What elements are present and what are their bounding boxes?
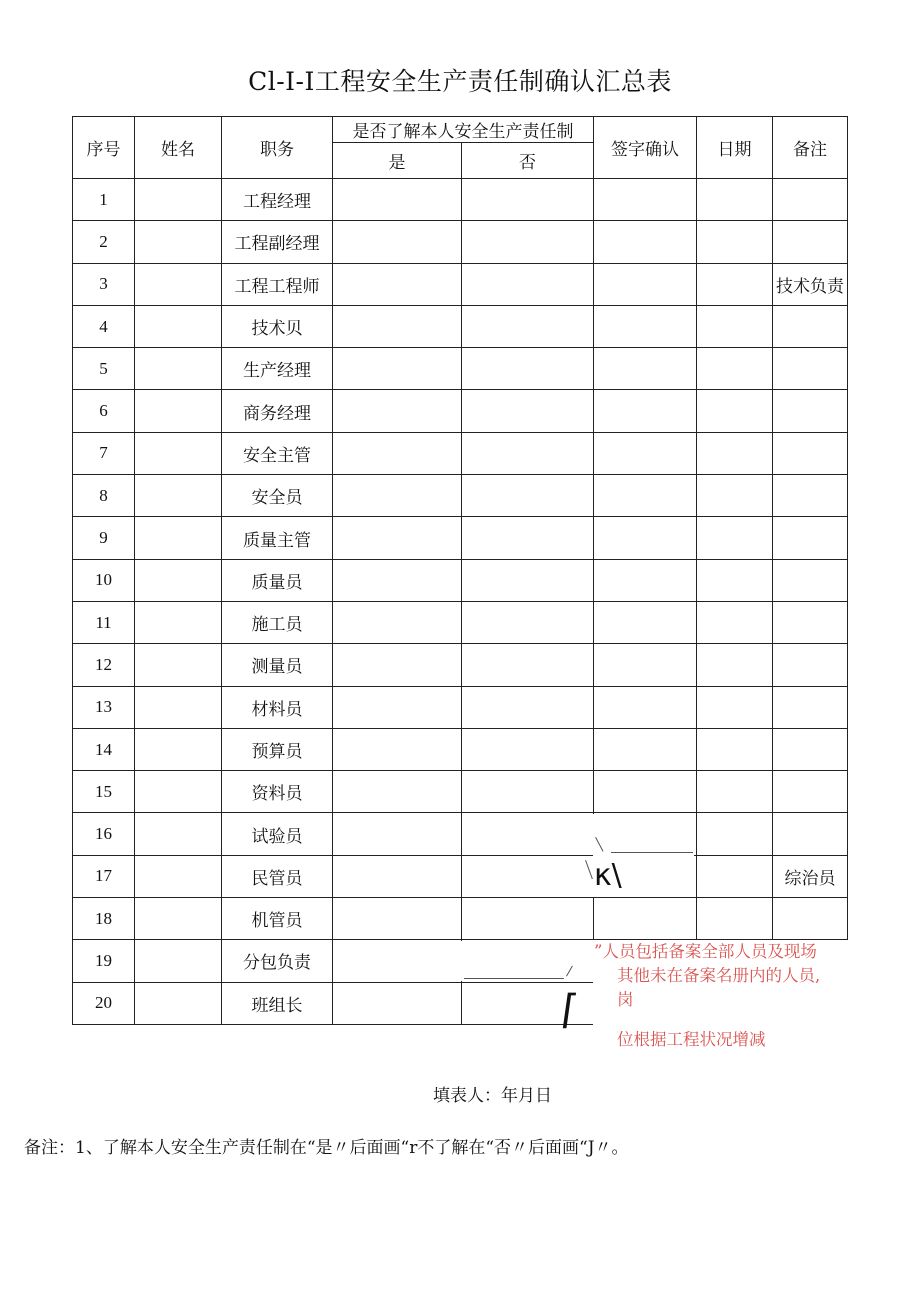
row-yes-cell [333,644,462,686]
red-note-line3: 岗 [617,990,634,1009]
row-no-cell [462,475,594,517]
table-row [73,601,848,643]
table-row [73,813,848,855]
row-yes-cell [333,898,462,940]
table-row [73,559,848,601]
row-remark [773,771,848,813]
row-date-cell [697,179,773,221]
row-remark [773,813,848,855]
missing-border-wipe-19-no [461,941,592,981]
row-name-cell [135,221,222,263]
k-mark: κ\ [594,858,622,893]
row-date-cell [697,517,773,559]
red-note-line4: 位根据工程状况增减 [617,1030,766,1049]
row-remark [773,644,848,686]
stroke-line-16 [611,852,693,853]
row-date-cell [697,432,773,474]
red-note-line2: 其他未在备案名册内的人员, [617,966,821,985]
row-remark [773,728,848,770]
row-seq: 16 [73,813,135,855]
row-seq: 13 [73,686,135,728]
row-no-cell [462,517,594,559]
row-no-cell [462,432,594,474]
row-yes-cell [333,517,462,559]
table-row [73,475,848,517]
row-yes-cell [333,305,462,347]
row-seq: 7 [73,432,135,474]
row-name-cell [135,898,222,940]
row-seq: 10 [73,559,135,601]
row-name-cell [135,263,222,305]
row-remark [773,305,848,347]
row-date-cell [697,855,773,897]
table-row [73,390,848,432]
row-name-cell [135,390,222,432]
row-name-cell [135,517,222,559]
header-understand-group: 是否了解本人安全生产责任制 [333,117,594,143]
header-name: 姓名 [135,117,222,179]
row-remark [773,898,848,940]
row-position: 安全主管 [222,432,333,474]
row-signature-cell [594,475,697,517]
row-date-cell [697,559,773,601]
table-row [73,263,848,305]
row-seq: 6 [73,390,135,432]
row-position: 施工员 [222,601,333,643]
row-no-cell [462,348,594,390]
row-name-cell [135,644,222,686]
row-name-cell [135,179,222,221]
row-no-cell [462,390,594,432]
row-name-cell [135,855,222,897]
row-yes-cell [333,982,462,1024]
row-name-cell [135,771,222,813]
row-date-cell [697,813,773,855]
row-name-cell [135,940,222,982]
table-row [73,179,848,221]
row-remark [773,517,848,559]
row-date-cell [697,601,773,643]
form-filler-line: 填表人：年月日 [433,1086,552,1106]
row-remark [773,221,848,263]
row-signature-cell [594,179,697,221]
header-seq: 序号 [73,117,135,179]
row-position: 工程副经理 [222,221,333,263]
row-remark [773,432,848,474]
row-date-cell [697,305,773,347]
header-row-top [73,117,848,143]
header-signature: 签字确认 [594,117,697,179]
row-name-cell [135,601,222,643]
table-row [73,898,848,940]
row-date-cell [697,475,773,517]
row-position: 测量员 [222,644,333,686]
row-signature-cell [594,898,697,940]
row-date-cell [697,771,773,813]
row-no-cell [462,305,594,347]
row-seq: 14 [73,728,135,770]
row-seq: 20 [73,982,135,1024]
row-date-cell [697,390,773,432]
row-signature-cell [594,728,697,770]
row-name-cell [135,982,222,1024]
row-remark [773,390,848,432]
row-yes-cell [333,686,462,728]
header-no: 否 [462,143,594,179]
row-seq: 3 [73,263,135,305]
row-date-cell [697,221,773,263]
row-signature-cell [594,263,697,305]
table-row [73,348,848,390]
row-yes-cell [333,263,462,305]
row-seq: 9 [73,517,135,559]
table-row [73,432,848,474]
row-seq: 11 [73,601,135,643]
row-seq: 2 [73,221,135,263]
row-yes-cell [333,601,462,643]
row-no-cell [462,728,594,770]
row-position: 质量员 [222,559,333,601]
row-no-cell [462,221,594,263]
table-row [73,855,848,897]
row-signature-cell [594,432,697,474]
row-no-cell [462,813,594,855]
row-yes-cell [333,855,462,897]
row-name-cell [135,686,222,728]
row-yes-cell [333,813,462,855]
row-position: 预算员 [222,728,333,770]
row-signature-cell [594,601,697,643]
row-name-cell [135,348,222,390]
row-no-cell [462,898,594,940]
row-date-cell [697,644,773,686]
row-yes-cell [333,179,462,221]
row-seq: 15 [73,771,135,813]
row-remark [773,686,848,728]
row-position: 技术贝 [222,305,333,347]
row-name-cell [135,559,222,601]
row-remark [773,559,848,601]
row-position: 质量主管 [222,517,333,559]
header-yes: 是 [333,143,462,179]
row-date-cell [697,686,773,728]
row-position: 资料员 [222,771,333,813]
row-no-cell [462,771,594,813]
page-title: Cl-I-I工程安全生产责任制确认汇总表 [248,67,672,96]
row-name-cell [135,432,222,474]
row-position: 试验员 [222,813,333,855]
header-date: 日期 [697,117,773,179]
table-row [73,305,848,347]
row-remark [773,179,848,221]
responsibility-confirmation-table [72,116,848,1025]
row-position: 生产经理 [222,348,333,390]
row-no-cell [462,179,594,221]
row-position: 材料员 [222,686,333,728]
row-no-cell [462,686,594,728]
row-position: 商务经理 [222,390,333,432]
row-signature-cell [594,305,697,347]
row-no-cell [462,855,594,897]
row-seq: 5 [73,348,135,390]
row-seq: 18 [73,898,135,940]
row-date-cell [697,263,773,305]
row-position: 工程工程师 [222,263,333,305]
table-row [73,686,848,728]
row-yes-cell [333,221,462,263]
row-name-cell [135,475,222,517]
row-yes-cell [333,771,462,813]
row-no-cell [462,263,594,305]
row-position: 工程经理 [222,179,333,221]
row-signature-cell [594,644,697,686]
footnote: 备注：1、了解本人安全生产责任制在“是〃后面画“r不了解在“否〃后面画“J〃。 [24,1138,629,1158]
row-remark: 综治员 [773,855,848,897]
row-yes-cell [333,475,462,517]
row-yes-cell [333,559,462,601]
row-signature-cell [594,771,697,813]
row-position: 安全员 [222,475,333,517]
row-yes-cell [333,390,462,432]
row-name-cell [135,813,222,855]
row-seq: 4 [73,305,135,347]
table-row [73,728,848,770]
row-yes-cell [333,728,462,770]
row-position: 分包负责 [222,940,333,982]
row-no-cell [462,559,594,601]
table-row [73,221,848,263]
row-position: 机管员 [222,898,333,940]
table-row [73,644,848,686]
row-position: 民管员 [222,855,333,897]
row-seq: 17 [73,855,135,897]
bracket-mark: ⌈ [558,987,581,1033]
row-date-cell [697,348,773,390]
row-name-cell [135,305,222,347]
row-position: 班组长 [222,982,333,1024]
row-remark: 技术负责 [773,263,848,305]
header-remark: 备注 [773,117,848,179]
row-seq: 19 [73,940,135,982]
row-remark [773,348,848,390]
red-note-line1: ”人员包括备案全部人员及现场 [594,942,817,961]
row-date-cell [697,728,773,770]
row-no-cell [462,601,594,643]
row-yes-cell [333,348,462,390]
row-signature-cell [594,517,697,559]
row-seq: 12 [73,644,135,686]
row-date-cell [697,898,773,940]
header-position: 职务 [222,117,333,179]
row-signature-cell [594,221,697,263]
row-remark [773,601,848,643]
row-yes-cell [333,432,462,474]
stroke-line-19 [464,978,564,979]
row-signature-cell [594,348,697,390]
row-no-cell [462,644,594,686]
table-row [73,517,848,559]
row-signature-cell [594,390,697,432]
row-name-cell [135,728,222,770]
row-seq: 8 [73,475,135,517]
row-remark [773,475,848,517]
row-signature-cell [594,559,697,601]
table-row [73,771,848,813]
row-yes-cell [333,940,462,982]
row-seq: 1 [73,179,135,221]
row-signature-cell [594,686,697,728]
